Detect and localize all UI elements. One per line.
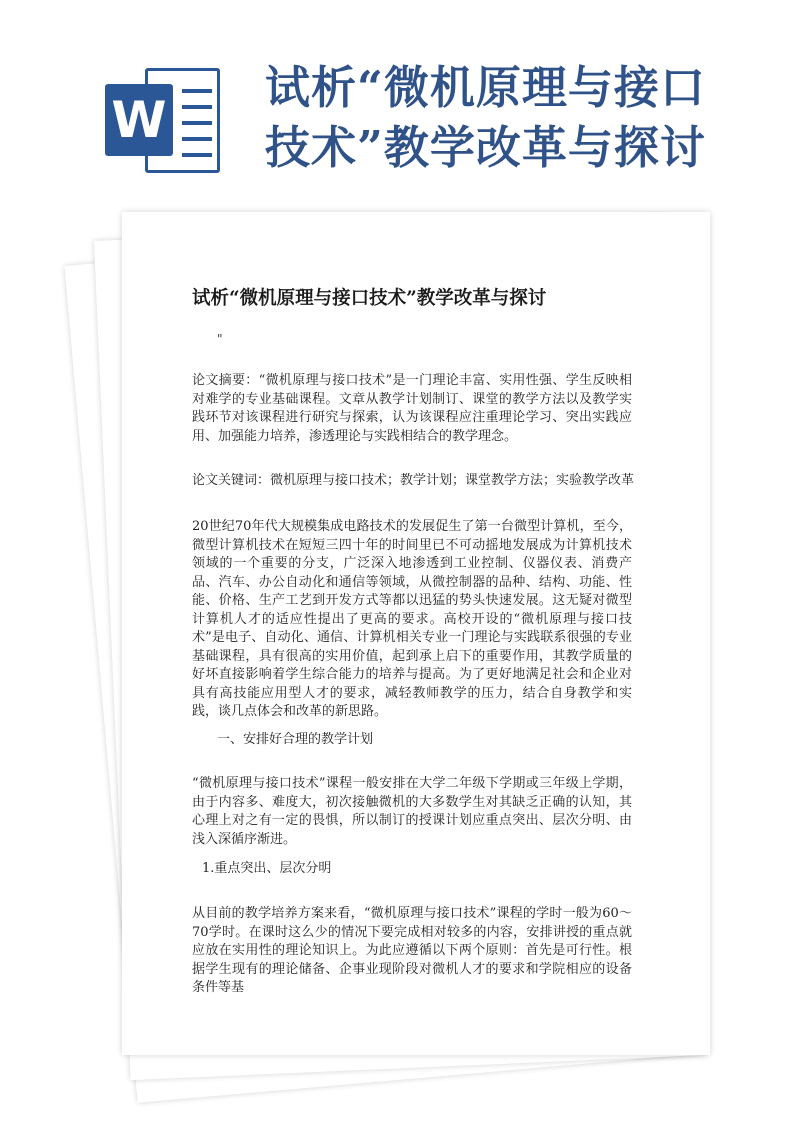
- word-document-icon: [105, 68, 220, 173]
- quote-mark: ": [217, 332, 223, 346]
- body-paragraph-intro: 20世纪70年代大规模集成电路技术的发展促生了第一台微型计算机，至今，微型计算机技术在短短三四十年的时间里已不可动摇地发展成为计算机技术领域的一个重要的分支，广泛深入地渗透到工业控制、仪器仪表、消费产品、汽车、办公自动化和通信等领域，从微控制器的品种、结构、功能、性能、价格、生产工艺到开发方式等都以迅猛的势头快速发展。这无疑对微型计算机人才的适应性提出了更高的要求。高校开设的“微机原理与接口技术”是电子、自动化、通信、计算机相关专业一门理论与实践联系很强的专业基础课程，具有很高的实用价值，起到承上启下的重要作用，其教学质量的好坏直接影响着学生综合能力的培养与提高。为了更好地满足社会和企业对具有高技能应用型人才的要求，减轻教师教学的压力，结合自身教学和实践，谈几点体会和改革的新思路。: [192, 519, 632, 719]
- body-paragraph-2: “微机原理与接口技术”课程一般安排在大学二年级下学期或三年级上学期，由于内容多、难度大，初次接触微机的大多数学生对其缺乏正确的认知，其心理上对之有一定的畏惧，所以制订的授课计划应重点突出、层次分明、由浅入深循序渐进。: [192, 776, 632, 847]
- body-paragraph-3: 从目前的教学培养方案来看，“微机原理与接口技术”课程的学时一般为60～70学时。在课时这么少的情况下要完成相对较多的内容，安排讲授的重点就应放在实用性的理论知识上。为此应遵循以下两个原则：首先是可行性。根据学生现有的理论储备、企事业现阶段对微机人才的要求和学院相应的设备条件等基: [192, 906, 632, 995]
- abstract-paragraph: 论文摘要：“微机原理与接口技术”是一门理论丰富、实用性强、学生反映相对难学的专业基础课程。文章从教学计划制订、课堂的教学方法以及教学实践环节对该课程进行研究与探索，认为该课程应注重理论学习、突出实践应用、加强能力培养，渗透理论与实践相结合的教学理念。: [192, 373, 632, 444]
- page-header: [0, 0, 800, 205]
- header-title-line2: 技术”教学改革与探讨: [265, 121, 706, 174]
- header-title-line1: 试析“微机原理与接口: [265, 61, 706, 114]
- document-title: 试析“微机原理与接口技术”教学改革与探讨: [192, 288, 547, 309]
- section-heading-1: 一、安排好合理的教学计划: [217, 732, 374, 747]
- document-content: [122, 212, 710, 1055]
- subsection-heading-1: 1.重点突出、层次分明: [202, 861, 332, 876]
- keywords-paragraph: 论文关键词：微机原理与接口技术；教学计划；课堂教学方法；实验教学改革: [192, 473, 635, 488]
- word-w-badge: W: [105, 84, 173, 156]
- header-title: [265, 58, 765, 178]
